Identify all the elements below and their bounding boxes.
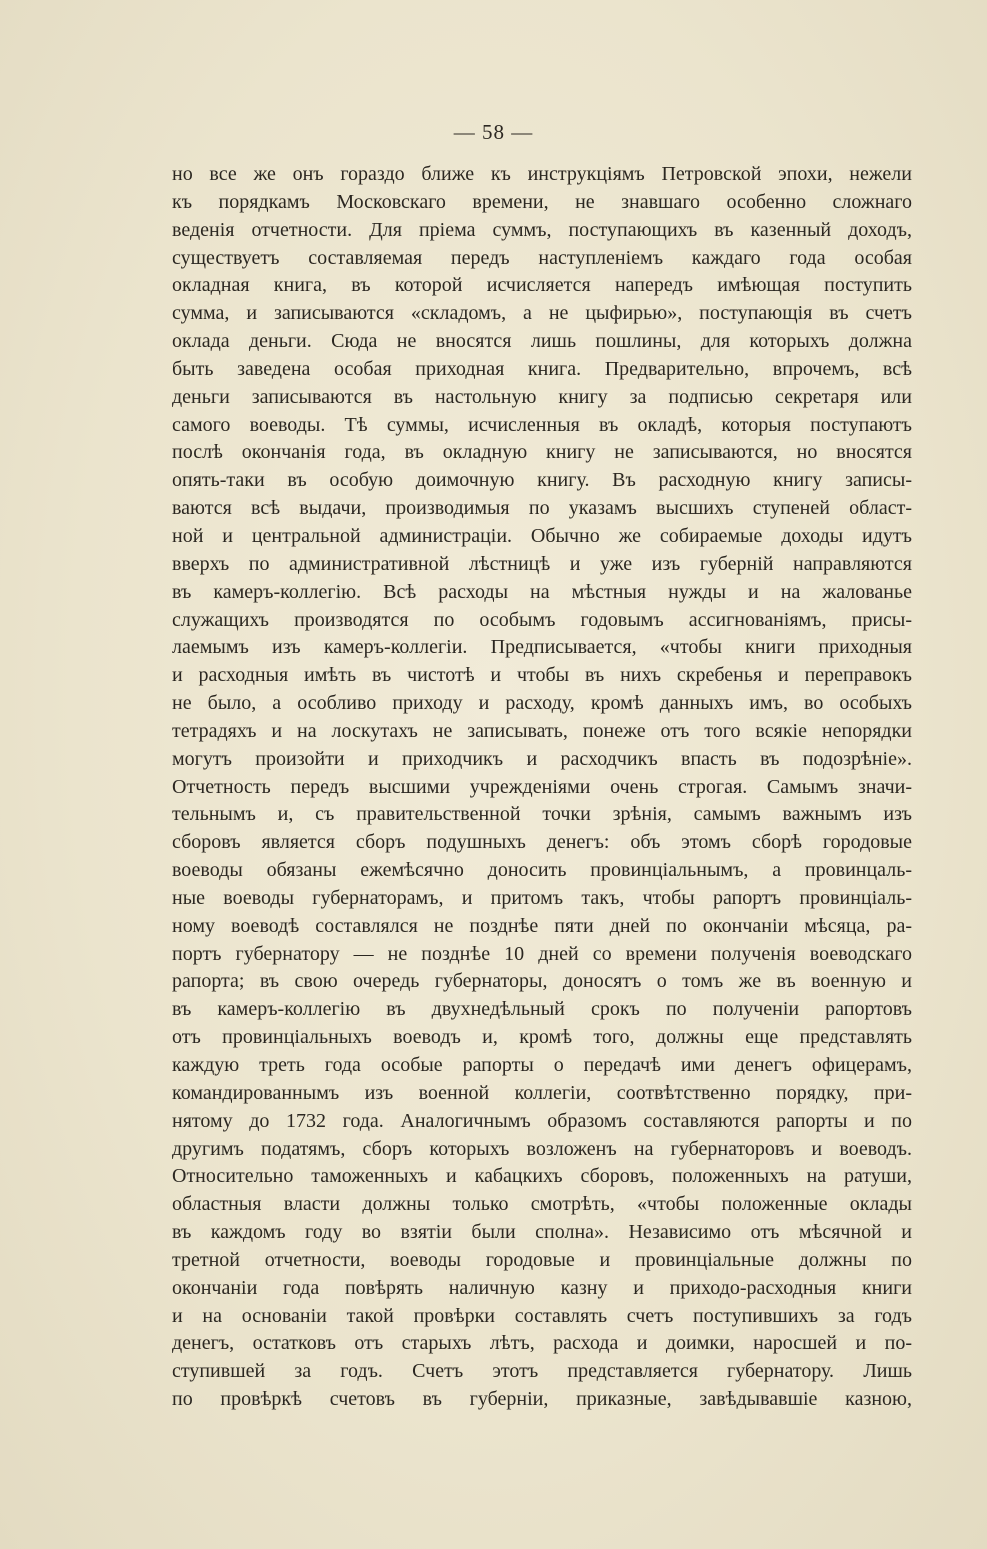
text-line: не было, а особливо приходу и расходу, кромѣ данныхъ имъ, во особыхъ bbox=[172, 692, 912, 715]
text-line: ные воеводы губернаторамъ, и притомъ такъ, чтобы рапортъ провинціаль- bbox=[172, 886, 912, 909]
text-line: вверхъ по административной лѣстницѣ и уже изъ губерній направляются bbox=[172, 552, 912, 575]
text-line: послѣ окончанія года, въ окладную книгу не записываются, но вносятся bbox=[172, 441, 912, 464]
text-line: денегъ, остатковъ отъ старыхъ лѣтъ, расхода и доимки, наросшей и по- bbox=[172, 1332, 912, 1355]
text-line: ступившей за годъ. Счетъ этотъ представляется губернатору. Лишь bbox=[172, 1360, 912, 1383]
text-line: Отчетность передъ высшими учрежденіями очень строгая. Самымъ значи- bbox=[172, 775, 912, 798]
text-line: окладная книга, въ которой исчисляется напередъ имѣющая поступить bbox=[172, 274, 912, 297]
text-line: служащихъ производятся по особымъ годовымъ ассигнованіямъ, присы- bbox=[172, 608, 912, 631]
text-line: тетрадяхъ и на лоскутахъ не записывать, понеже отъ того всякіе непорядки bbox=[172, 719, 912, 742]
text-line: сборовъ является сборъ подушныхъ денегъ: объ этомъ сборѣ городовые bbox=[172, 831, 912, 854]
text-line: ной и центральной администраціи. Обычно же собираемые доходы идутъ bbox=[172, 524, 912, 547]
text-line: Относительно таможенныхъ и кабацкихъ сборовъ, положенныхъ на ратуши, bbox=[172, 1165, 912, 1188]
page-number: — 58 — bbox=[453, 120, 534, 144]
text-line: отъ провинціальныхъ воеводъ и, кромѣ того, должны еще представлять bbox=[172, 1026, 912, 1049]
text-line: въ камеръ-коллегію въ двухнедѣльный срокъ по полученіи рапортовъ bbox=[172, 998, 912, 1021]
text-line: третной отчетности, воеводы городовые и провинціальные должны по bbox=[172, 1248, 912, 1271]
text-line: ваются всѣ выдачи, производимыя по указамъ высшихъ ступеней област- bbox=[172, 497, 912, 520]
text-line: къ порядкамъ Московскаго времени, не знавшаго особенно сложнаго bbox=[172, 190, 912, 213]
text-line: лаемымъ изъ камеръ-коллегіи. Предписывается, «чтобы книги приходныя bbox=[172, 636, 912, 659]
text-line: оклада деньги. Сюда не вносятся лишь пошлины, для которыхъ должна bbox=[172, 330, 912, 353]
text-line: воеводы обязаны ежемѣсячно доносить провинціальнымъ, а провинцаль- bbox=[172, 859, 912, 882]
text-line: существуетъ составляемая передъ наступленіемъ каждаго года особая bbox=[172, 246, 912, 269]
text-line: каждую треть года особые рапорты о передачѣ ими денегъ офицерамъ, bbox=[172, 1054, 912, 1076]
text-line: быть заведена особая приходная книга. Предварительно, впрочемъ, всѣ bbox=[172, 357, 912, 380]
text-line: деньги записываются въ настольную книгу за подписью секретаря или bbox=[172, 385, 912, 408]
text-line: и на основаніи такой провѣрки составлять счетъ поступившихъ за годъ bbox=[172, 1304, 912, 1327]
text-line: сумма, и записываются «складомъ, а не цыфирью», поступающія въ счетъ bbox=[172, 302, 912, 325]
body-text bbox=[172, 161, 912, 1414]
text-line: портъ губернатору — не позднѣе 10 дней со времени полученія воеводскаго bbox=[172, 942, 912, 965]
text-line: командированнымъ изъ военной коллегіи, соотвѣтственно порядку, при- bbox=[172, 1081, 912, 1104]
text-line: самого воеводы. Тѣ суммы, исчисленныя въ окладѣ, которыя поступаютъ bbox=[172, 413, 912, 436]
text-line: могутъ произойти и приходчикъ и расходчикъ впасть въ подозрѣніе». bbox=[172, 747, 912, 770]
text-line: но все же онъ гораздо ближе къ инструкціямъ Петровской эпохи, нежели bbox=[172, 163, 912, 185]
text-line: и расходныя имѣть въ чистотѣ и чтобы въ нихъ скребенья и переправокъ bbox=[172, 664, 912, 687]
text-line: опять-таки въ особую доимочную книгу. Въ расходную книгу записы- bbox=[172, 469, 912, 492]
text-line: въ каждомъ году во взятіи были сполна». Независимо отъ мѣсячной и bbox=[172, 1221, 912, 1244]
text-line: по провѣркѣ счетовъ въ губерніи, приказные, завѣдывавшіе казною, bbox=[172, 1388, 912, 1411]
text-line: рапорта; въ свою очередь губернаторы, доносятъ о томъ же въ военную и bbox=[172, 970, 912, 993]
text-line: нятому до 1732 года. Аналогичнымъ образомъ составляются рапорты и по bbox=[172, 1109, 912, 1132]
text-line: областныя власти должны только смотрѣть, «чтобы положенные оклады bbox=[172, 1193, 912, 1216]
text-line: веденія отчетности. Для пріема суммъ, поступающихъ въ казенный доходъ, bbox=[172, 218, 912, 241]
text-line: другимъ податямъ, сборъ которыхъ возложенъ на губернаторовъ и воеводъ. bbox=[172, 1137, 912, 1160]
text-line: окончаніи года повѣрять наличную казну и приходо-расходныя книги bbox=[172, 1276, 912, 1299]
text-line: тельнымъ и, съ правительственной точки зрѣнія, самымъ важнымъ изъ bbox=[172, 803, 912, 826]
text-line: въ камеръ-коллегію. Всѣ расходы на мѣстныя нужды и на жалованье bbox=[172, 580, 912, 603]
text-line: ному воеводѣ составлялся не позднѣе пяти дней по окончаніи мѣсяца, ра- bbox=[172, 914, 912, 937]
